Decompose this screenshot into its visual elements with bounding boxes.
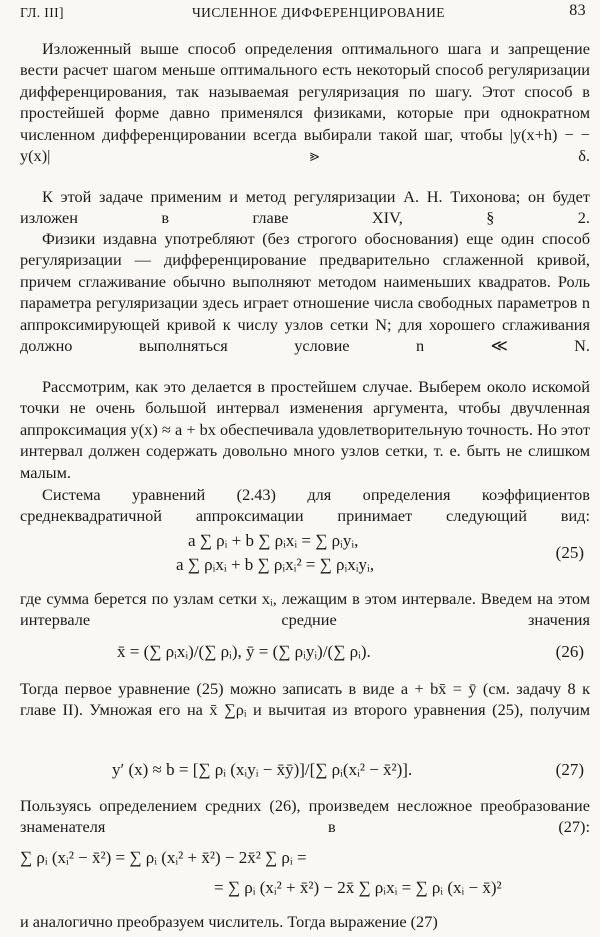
paragraph-smoothing: Физики издавна употребляют (без строгого обоснования) еще один способ регуляризации — дифференцирование предварительно сглаженной кривой, причем сглаживание обычно выполняют методом наименьших квадратов. Роль параметра регуляризации здесь играет отношение числа свободных параметров n аппроксимирующей кривой к числу узлов сетки N; для хорошего сглаживания должно выполняться условие n ≪ N. xyxy=(20,229,590,356)
paragraph-system-of-equations: Система уравнений (2.43) для определения коэффициентов среднеквадратичной аппроксимации принимает следующий вид: xyxy=(20,485,590,526)
paragraph-first-equation: Тогда первое уравнение (25) можно записать в виде a + bx̄ = ȳ (см. задачу 8 к главе II). Умножая его на x̄ ∑ρᵢ и вычитая из второго уравнения (25), получим xyxy=(20,679,590,720)
paragraph-simplest-case: Рассмотрим, как это делается в простейшем случае. Выберем около искомой точки не очень большой интервал изменения аргумента, чтобы двучленная аппроксимация y(x) ≈ a + bx обеспечивала удовлетворительную точность. Но этот интервал должен содержать довольно много узлов сетки, т. е. быть не слишком малым. xyxy=(20,377,590,482)
chapter-label: ГЛ. III] xyxy=(20,5,64,20)
paragraph-denominator-transform: Пользуясь определением средних (26), произведем несложное преобразование знаменателя в (27): xyxy=(20,796,590,837)
paragraph-mean-values: где сумма берется по узлам сетки xᵢ, лежащим в этом интервале. Введем на этом интервале средние значения xyxy=(20,589,590,630)
page-number: 83 xyxy=(569,2,586,19)
running-header xyxy=(20,2,586,22)
equation-27 xyxy=(0,757,600,783)
denominator-first-row: ∑ ρᵢ (xᵢ² − x̄²) = ∑ ρᵢ (xᵢ² + x̄²) − 2x̄² ∑ ρᵢ = xyxy=(20,848,307,867)
paragraph-numerator: и аналогично преобразуем числитель. Тогда выражение (27) xyxy=(20,912,438,931)
equation-25-first-row: a ∑ ρᵢ + b ∑ ρᵢxᵢ = ∑ ρᵢyᵢ, xyxy=(188,531,359,550)
equation-25-number xyxy=(0,540,600,566)
equation-25-second-row: a ∑ ρᵢxᵢ + b ∑ ρᵢxᵢ² = ∑ ρᵢxᵢyᵢ, xyxy=(176,555,375,574)
equation-27-body: y′ (x) ≈ b = [∑ ρᵢ (xᵢyᵢ − x̄ȳ)]/[∑ ρᵢ(xᵢ² − x̄²)]. xyxy=(112,760,413,779)
equation-denominator-line-1 xyxy=(0,845,600,871)
paragraph-regularization-by-step: Изложенный выше способ определения оптимального шага и запрещение вести расчет шагом меньше оптимального есть некоторый способ регуляризации дифференцирования, так называемая регуляризация по шагу. Этот способ в простейшей форме давно применялся физиками, которые при однократном численном дифференцировании всегда выбирали такой шаг, чтобы |y(x+h) − − y(x)| ⪢ δ. xyxy=(20,39,590,166)
equation-26 xyxy=(0,639,600,665)
equation-26-tag: (26) xyxy=(555,642,584,661)
equation-25-tag: (25) xyxy=(555,543,584,562)
denominator-second-row: = ∑ ρᵢ (xᵢ² + x̄²) − 2x̄ ∑ ρᵢxᵢ = ∑ ρᵢ (xᵢ − x̄)² xyxy=(214,878,502,897)
running-title: ЧИСЛЕННОЕ ДИФФЕРЕНЦИРОВАНИЕ xyxy=(192,5,445,20)
equation-denominator-line-2 xyxy=(0,875,600,901)
equation-26-body: x̄ = (∑ ρᵢxᵢ)/(∑ ρᵢ), ȳ = (∑ ρᵢyᵢ)/(∑ ρᵢ). xyxy=(117,642,371,661)
paragraph-tikhonov: К этой задаче применим и метод регуляризации А. Н. Тихонова; он будет изложен в главе XIV, § 2. xyxy=(20,187,590,228)
equation-27-tag: (27) xyxy=(555,760,584,779)
